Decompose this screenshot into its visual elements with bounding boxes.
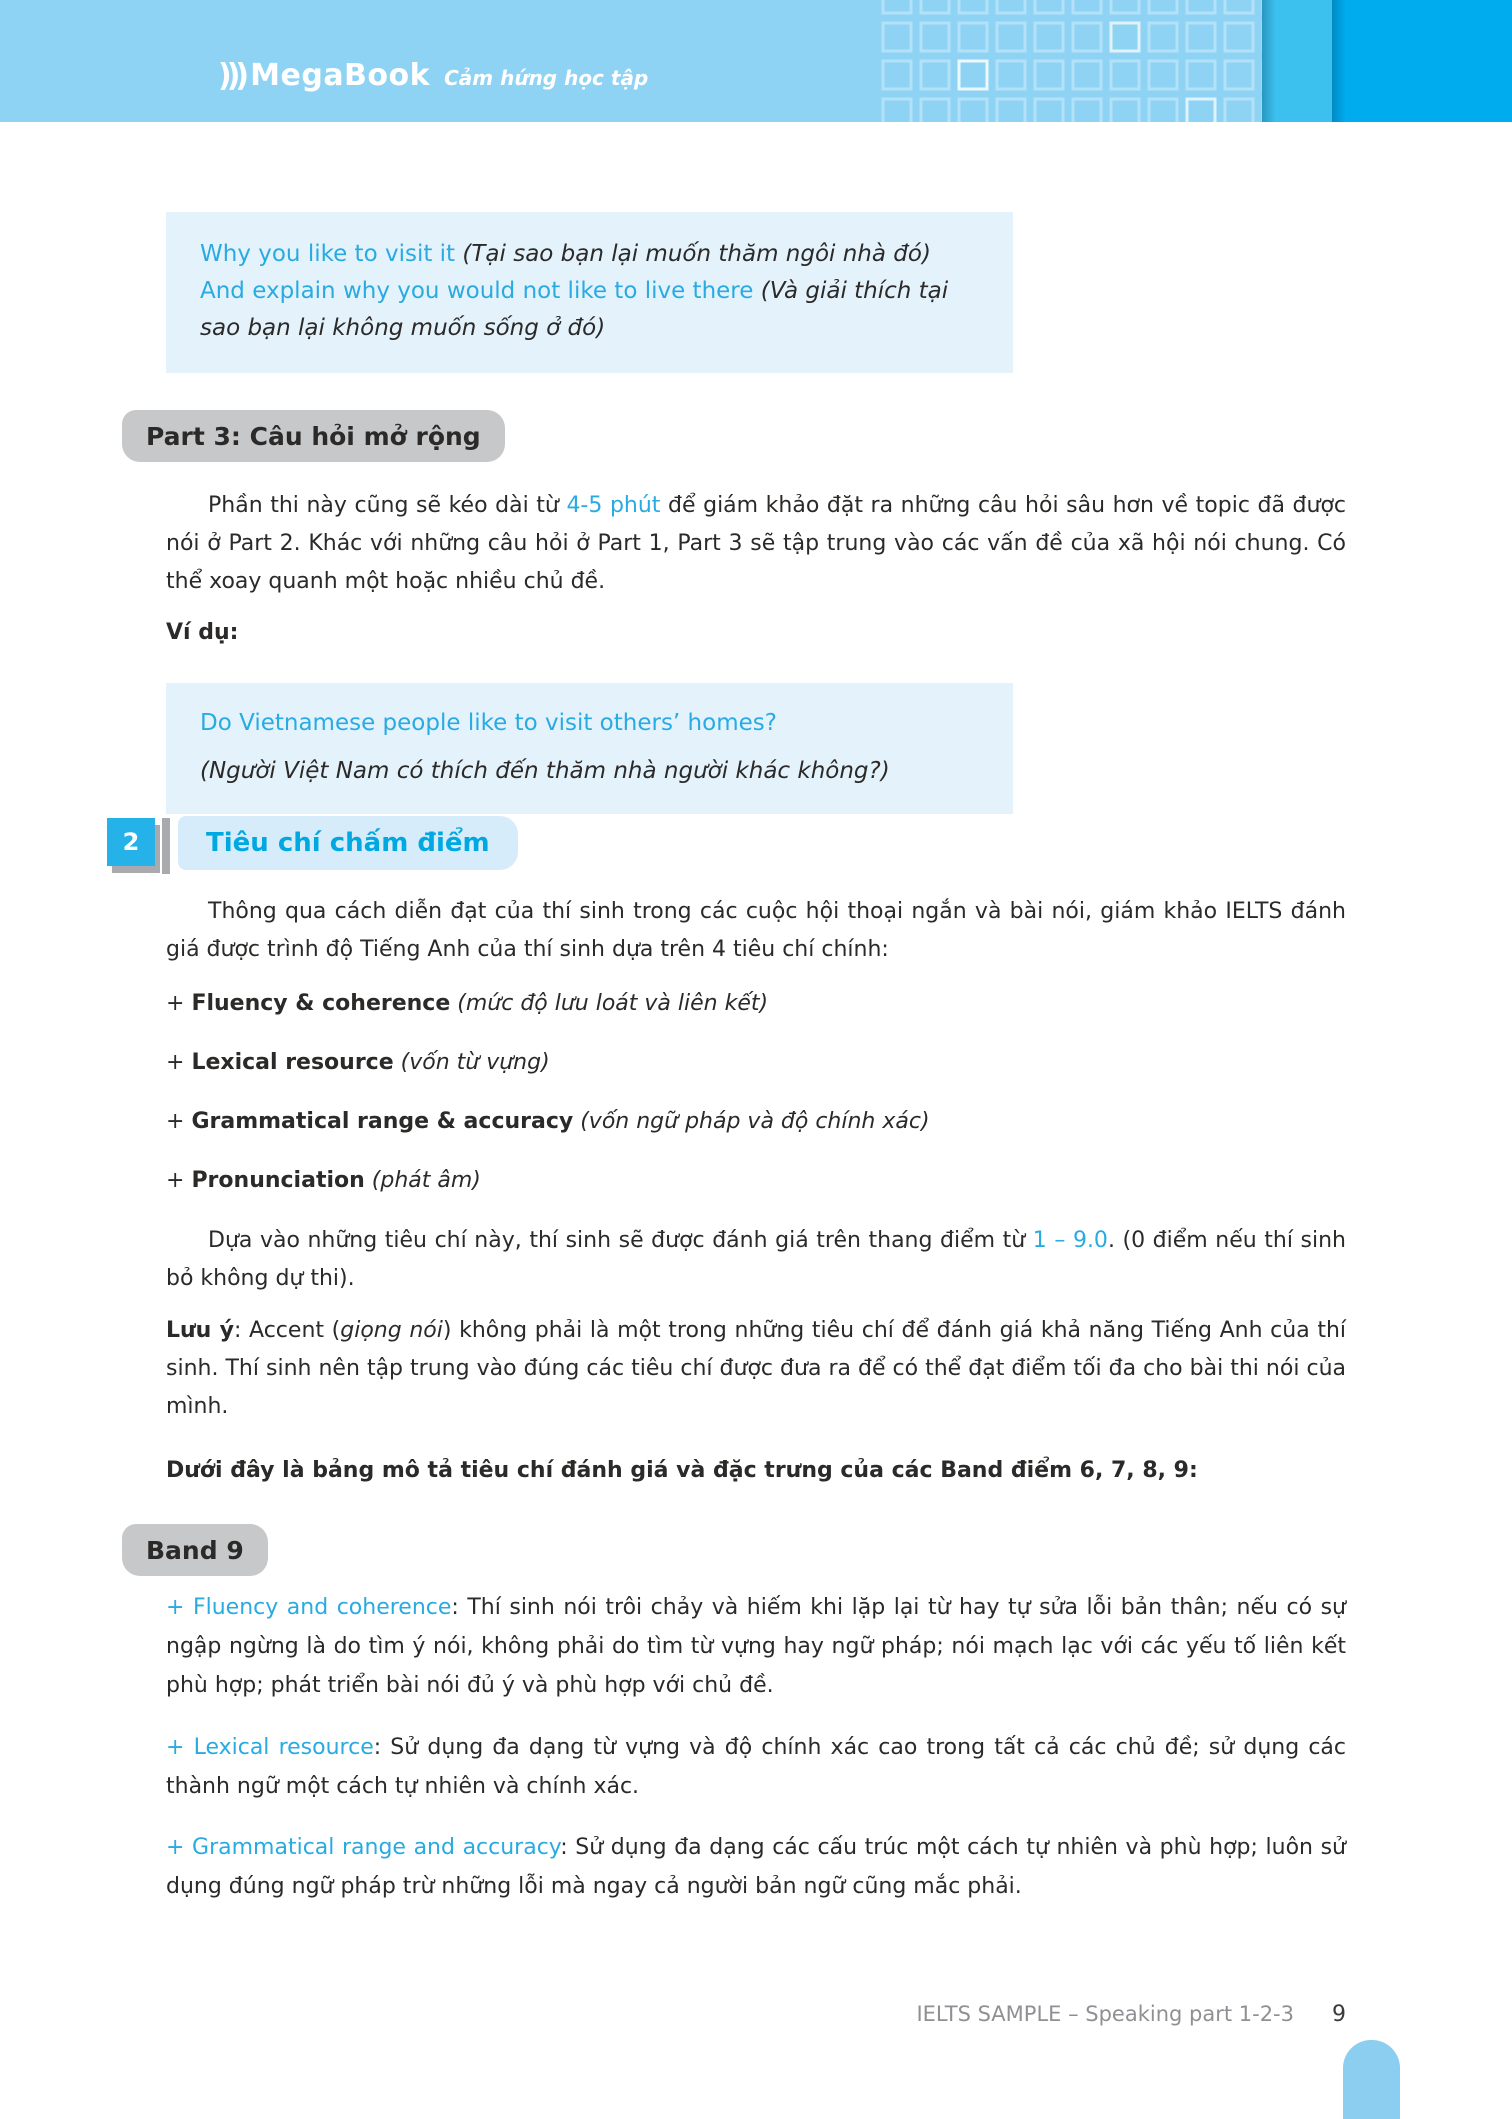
plus-bullet: + — [166, 1050, 192, 1075]
band-criterion-text: : Sử dụng đa dạng các cấu trúc một cách tự nhiên và phù hợp; luôn sử dụng đúng ngữ pháp trừ những lỗi mà ngay cả người bản ngữ cũng mắc phải. — [166, 1835, 1346, 1899]
note-label: Lưu ý — [166, 1318, 234, 1343]
band-criterion-item — [166, 1728, 1346, 1806]
quote-vietnamese: (Tại sao bạn lại muốn thăm ngôi nhà đó) — [455, 241, 931, 267]
scale-paragraph — [166, 1222, 1346, 1298]
criterion-translation: (vốn từ vựng) — [393, 1050, 550, 1075]
band-criterion-label: + Grammatical range and accuracy — [166, 1835, 561, 1860]
criterion-name: Pronunciation — [191, 1168, 365, 1193]
header-right-band — [1332, 0, 1512, 122]
plus-bullet: + — [166, 1109, 192, 1134]
page-number: 9 — [1332, 2002, 1346, 2027]
paragraph-text: Dựa vào những tiêu chí này, thí sinh sẽ được đánh giá trên thang điểm từ — [208, 1228, 1033, 1253]
bottom-tab-decoration — [1343, 2040, 1400, 2119]
criterion-item — [166, 985, 1346, 1023]
paragraph-text: ) không phải là một trong những tiêu chí để đánh giá khả năng Tiếng Anh của thí sinh. Thí sinh nên tập trung vào đúng các tiêu chí được đưa ra để có thể đạt điểm tối đa cho bài thi nói của mình. — [166, 1318, 1347, 1419]
part3-heading: Part 3: Câu hỏi mở rộng — [122, 410, 505, 462]
criterion-name: Fluency & coherence — [191, 991, 451, 1016]
quote-line — [200, 236, 979, 273]
plus-bullet: + — [166, 991, 192, 1016]
paragraph-text: . (0 điểm nếu thí sinh bỏ không dự thi). — [166, 1228, 1346, 1291]
quote-box-example — [166, 683, 1013, 814]
criterion-item — [166, 1162, 1346, 1200]
section-divider-bar — [162, 818, 170, 874]
criterion-translation: (mức độ lưu loát và liên kết) — [450, 991, 769, 1016]
brand-tagline: Cảm hứng học tập — [444, 66, 649, 90]
criterion-translation: (phát âm) — [364, 1168, 481, 1193]
footer-caption: IELTS SAMPLE – Speaking part 1-2-3 — [916, 2002, 1294, 2026]
quote-line — [200, 705, 979, 742]
quote-vietnamese: (Người Việt Nam có thích đến thăm nhà người khác không?) — [200, 758, 890, 784]
section-title: Tiêu chí chấm điểm — [178, 816, 518, 870]
logo-arcs-icon: ))) — [218, 57, 245, 94]
band-criterion-label: + Fluency and coherence — [166, 1595, 452, 1620]
criterion-name: Grammatical range & accuracy — [191, 1109, 574, 1134]
scale-highlight: 1 – 9.0 — [1032, 1228, 1108, 1253]
note-paragraph — [166, 1312, 1346, 1426]
brand-name: MegaBook — [250, 58, 431, 93]
criterion-item — [166, 1103, 1346, 1141]
bands-intro-paragraph: Dưới đây là bảng mô tả tiêu chí đánh giá và đặc trưng của các Band điểm 6, 7, 8, 9: — [166, 1458, 1198, 1483]
paragraph-text: : Accent ( — [234, 1318, 341, 1343]
band-criterion-item — [166, 1828, 1346, 1906]
band-criterion-text: : Thí sinh nói trôi chảy và hiếm khi lặp lại từ hay tự sửa lỗi bản thân; nếu có sự ngập ngừng là do tìm ý nói, không phải do tìm từ vựng hay ngữ pháp; nói mạch lạc với các yếu tố liên kết phù hợp; phát triển bài nói đủ ý và phù hợp với chủ đề. — [166, 1595, 1346, 1698]
note-italic-term: giọng nói — [340, 1318, 443, 1343]
criteria-intro-paragraph: Thông qua cách diễn đạt của thí sinh trong các cuộc hội thoại ngắn và bài nói, giám khảo IELTS đánh giá được trình độ Tiếng Anh của thí sinh dựa trên 4 tiêu chí chính: — [166, 899, 1346, 962]
duration-highlight: 4-5 phút — [566, 493, 661, 518]
quote-line — [200, 753, 979, 790]
page-footer — [916, 2002, 1346, 2027]
band-criterion-text: : Sử dụng đa dạng từ vựng và độ chính xác cao trong tất cả các chủ đề; sử dụng các thành ngữ một cách tự nhiên và chính xác. — [166, 1735, 1346, 1799]
example-label: Ví dụ: — [166, 620, 239, 645]
band9-heading: Band 9 — [122, 1524, 268, 1576]
band-criterion-label: + Lexical resource — [166, 1735, 374, 1760]
criterion-name: Lexical resource — [191, 1050, 394, 1075]
quote-english: And explain why you would not like to live there — [200, 278, 754, 304]
quote-english: Do Vietnamese people like to visit others’ homes? — [200, 710, 777, 736]
plus-bullet: + — [166, 1168, 192, 1193]
quote-line — [200, 273, 979, 347]
part3-paragraph — [166, 487, 1346, 601]
criterion-translation: (vốn ngữ pháp và độ chính xác) — [573, 1109, 930, 1134]
paragraph-text: Phần thi này cũng sẽ kéo dài từ — [208, 493, 567, 518]
megabook-logo — [218, 58, 648, 93]
quote-vietnamese: (Và giải thích tại sao bạn lại không muốn sống ở đó) — [200, 278, 949, 341]
quote-box-visit — [166, 212, 1013, 373]
header-mid-band — [1262, 0, 1332, 122]
paragraph-text: để giám khảo đặt ra những câu hỏi sâu hơn về topic đã được nói ở Part 2. Khác với những câu hỏi ở Part 1, Part 3 sẽ tập trung vào các vấn đề của xã hội nói chung. Có thể xoay quanh một hoặc nhiều chủ đề. — [166, 493, 1347, 594]
header-banner — [0, 0, 1512, 122]
squares-pattern-decoration — [880, 0, 1265, 122]
criterion-item — [166, 1044, 1346, 1082]
band-criterion-item — [166, 1588, 1346, 1705]
section-number-badge: 2 — [107, 818, 155, 866]
quote-english: Why you like to visit it — [200, 241, 456, 267]
